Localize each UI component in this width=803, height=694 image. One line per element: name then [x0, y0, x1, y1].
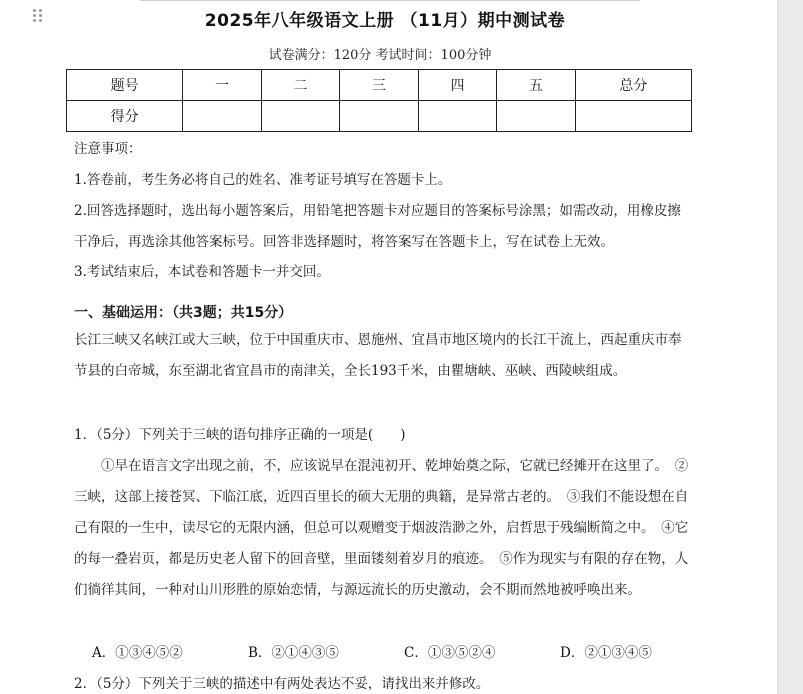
- notice-item: 2.回答选择题时，选出每小题答案后，用铅笔把答题卡对应题目的答案标号涂黑；如需改动，用橡皮擦干净后，再选涂其他答案标号。回答非选择题时，将答案写在答题卡上，写在试卷上无效。: [74, 203, 681, 250]
- table-cell: 四: [418, 70, 497, 101]
- notice-title: 注意事项：: [74, 141, 142, 157]
- option-c: C．①③⑤②④: [404, 645, 496, 661]
- section-heading: 一、基础运用：（共3题；共15分）: [74, 305, 293, 321]
- document-title: 2025年八年级语文上册 （11月）期中测试卷: [204, 11, 566, 31]
- score-cell: [497, 101, 576, 132]
- score-cell: [575, 101, 691, 132]
- table-cell: 总分: [575, 70, 691, 101]
- exam-info: 试卷满分：120分 考试时间：100分钟: [268, 48, 492, 63]
- table-cell: 二: [261, 70, 340, 101]
- reading-passage: 长江三峡又名峡江或大三峡，位于中国重庆市、恩施州、宜昌市地区境内的长江干流上，西起重庆市奉节县的白帝城，东至湖北省宜昌市的南津关，全长193千米，由瞿塘峡、巫峡、西陵峡组成。: [74, 332, 682, 379]
- score-cell: [340, 101, 419, 132]
- table-cell: 得分: [67, 101, 183, 132]
- notice-item: 3.考试结束后，本试卷和答题卡一并交回。: [74, 264, 330, 280]
- scrollbar-track[interactable]: [777, 0, 803, 694]
- score-table-score-row: [67, 101, 692, 132]
- question-1-options: [92, 638, 692, 669]
- score-cell: [261, 101, 340, 132]
- score-table: [66, 69, 692, 132]
- question-1-stem: 1．（5分）下列关于三峡的语句排序正确的一项是( ): [74, 427, 406, 443]
- score-cell: [183, 101, 262, 132]
- table-cell: 五: [497, 70, 576, 101]
- option-a: A．①③④⑤②: [92, 645, 183, 661]
- table-cell: 题号: [67, 70, 183, 101]
- score-table-header-row: [67, 70, 692, 101]
- score-cell: [418, 101, 497, 132]
- question-2-stem: 2．（5分）下列关于三峡的描述中有两处表达不妥，请找出来并修改。: [74, 676, 490, 692]
- notice-item: 1.答卷前，考生务必将自己的姓名、准考证号填写在答题卡上。: [74, 172, 452, 188]
- question-1-body: ①早在语言文字出现之前，不，应该说早在混沌初开、乾坤始奠之际，它就已经摊开在这里了。 ②三峡，这部上接苍冥、下临江底，近四百里长的硕大无朋的典籍，是异常古老的。 ③我们不能设想在自己有限的一生中，读尽它的无限内涵，但总可以观赠变于烟波浩渺之外，启哲思于残编断简之中。 ④它的每一叠岩页，都是历史老人留下的回音壁，里面镂刻着岁月的痕迹。 ⑤作为现实与有限的存在物，人们徜徉其间，一种对山川形胜的原始恋情，与源远流长的历史激动，会不期而然地被呼唤出来。: [74, 458, 689, 598]
- option-d: D．②①③④⑤: [560, 645, 652, 661]
- table-cell: 一: [183, 70, 262, 101]
- option-b: B．②①④③⑤: [248, 645, 339, 661]
- table-cell: 三: [340, 70, 419, 101]
